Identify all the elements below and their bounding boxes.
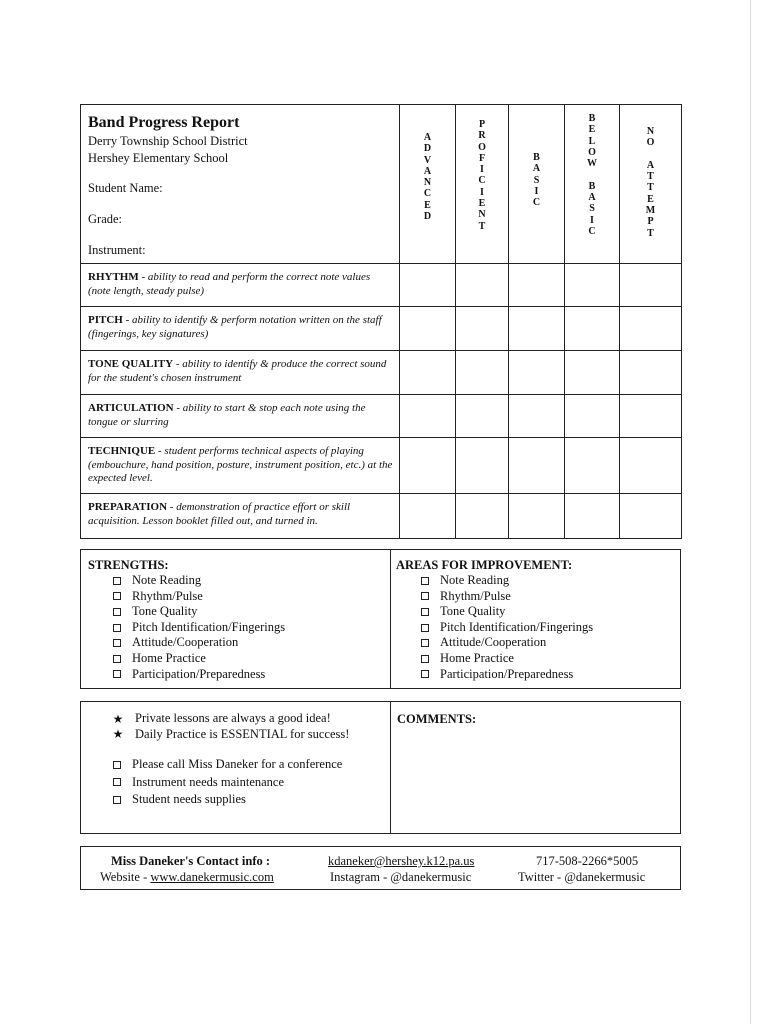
rating-cell[interactable] (620, 351, 682, 395)
twitter-handle: Twitter - @danekermusic (518, 870, 646, 884)
strengths-improvement-box (80, 549, 681, 689)
checkbox-icon[interactable] (113, 639, 121, 647)
checkbox-icon[interactable] (421, 577, 429, 585)
improvement-item[interactable] (396, 573, 593, 589)
checkbox-icon[interactable] (113, 796, 121, 804)
notes-section (88, 711, 349, 809)
rating-cell[interactable] (565, 307, 620, 351)
rating-cell[interactable] (456, 494, 509, 539)
rating-cell[interactable] (565, 264, 620, 307)
header-row (81, 105, 682, 264)
criteria-row (81, 395, 682, 438)
box-divider (390, 550, 391, 688)
improvement-section (396, 557, 593, 682)
criterion-articulation: ARTICULATION - ability to start & stop each note using the tongue or slurring (81, 395, 400, 438)
note-item (88, 727, 349, 743)
school-name: Hershey Elementary School (88, 151, 229, 165)
strength-item[interactable] (88, 651, 285, 667)
strength-item[interactable] (88, 635, 285, 651)
rating-cell[interactable] (620, 438, 682, 494)
checkbox-icon[interactable] (113, 670, 121, 678)
strength-label: Tone Quality (132, 604, 198, 619)
rating-cell[interactable] (509, 494, 565, 539)
rating-cell[interactable] (620, 395, 682, 438)
rating-cell[interactable] (400, 264, 456, 307)
strength-label: Attitude/Cooperation (132, 635, 239, 650)
rating-cell[interactable] (509, 264, 565, 307)
improvement-item[interactable] (396, 635, 593, 651)
checkbox-icon[interactable] (421, 592, 429, 600)
improvement-item[interactable] (396, 589, 593, 605)
instagram-handle: Instagram - @danekermusic (330, 870, 472, 884)
rating-cell[interactable] (565, 494, 620, 539)
rating-cell[interactable] (509, 307, 565, 351)
note-label: Daily Practice is ESSENTIAL for success! (135, 726, 350, 741)
improvement-item[interactable] (396, 667, 593, 683)
rating-cell[interactable] (620, 307, 682, 351)
strength-item[interactable] (88, 604, 285, 620)
checkbox-icon[interactable] (113, 577, 121, 585)
criterion-tone-quality: TONE QUALITY - ability to identify & produce the correct sound for the student's chosen instrument (81, 351, 400, 395)
strength-label: Home Practice (132, 650, 206, 665)
rating-cell[interactable] (565, 351, 620, 395)
criterion-pitch: PITCH - ability to identify & perform notation written on the staff (fingerings, key signatures) (81, 307, 400, 351)
rating-cell[interactable] (620, 494, 682, 539)
criterion-technique: TECHNIQUE - student performs technical aspects of playing (embouchure, hand position, posture, instrument position, etc.) at the expected level. (81, 438, 400, 494)
level-label: B A S I C (532, 152, 541, 209)
level-label: N O A T T E M P T (645, 126, 656, 239)
rating-cell[interactable] (509, 395, 565, 438)
improvement-label: Note Reading (440, 573, 510, 587)
improvement-label: Tone Quality (440, 604, 506, 619)
checkbox-icon[interactable] (421, 655, 429, 663)
email-link[interactable]: kdaneker@hershey.k12.pa.us (328, 854, 475, 868)
checkbox-icon[interactable] (113, 624, 121, 632)
checkbox-icon[interactable] (421, 608, 429, 616)
improvement-label: Rhythm/Pulse (440, 588, 511, 603)
rating-cell[interactable] (400, 494, 456, 539)
strength-label: Rhythm/Pulse (132, 588, 203, 603)
improvement-label: Home Practice (440, 650, 514, 665)
strengths-heading: STRENGTHS: (88, 558, 169, 572)
rating-cell[interactable] (565, 395, 620, 438)
rating-cell[interactable] (456, 307, 509, 351)
strength-label: Participation/Preparedness (132, 666, 266, 681)
level-header-advanced (400, 105, 456, 264)
checkbox-icon[interactable] (113, 655, 121, 663)
strength-label: Pitch Identification/Fingerings (132, 619, 286, 634)
contact-label: Miss Daneker's Contact info : (111, 854, 271, 868)
rating-cell[interactable] (400, 351, 456, 395)
rating-cell[interactable] (456, 438, 509, 494)
note-item (88, 711, 349, 727)
criteria-row (81, 438, 682, 494)
grade-field[interactable]: Grade: (88, 212, 123, 226)
comments-heading: COMMENTS: (397, 712, 477, 726)
level-header-basic (509, 105, 565, 264)
strength-item[interactable] (88, 667, 285, 683)
level-header-proficient (456, 105, 509, 264)
level-label: P R O F I C I E N T (478, 119, 486, 232)
checkbox-icon[interactable] (113, 608, 121, 616)
improvement-label: Attitude/Cooperation (440, 635, 547, 650)
strength-item[interactable] (88, 573, 285, 589)
improvement-item[interactable] (396, 604, 593, 620)
request-item[interactable] (88, 756, 349, 774)
level-label: B E L O W B A S I C (587, 113, 597, 237)
star-icon: ★ (112, 711, 124, 726)
report-header (81, 105, 400, 264)
rating-cell[interactable] (620, 264, 682, 307)
criteria-row (81, 307, 682, 351)
strength-item[interactable] (88, 589, 285, 605)
checkbox-icon[interactable] (113, 778, 121, 786)
request-label: Student needs supplies (132, 792, 246, 807)
improvement-item[interactable] (396, 651, 593, 667)
box-divider (390, 702, 391, 833)
request-item[interactable] (88, 791, 349, 809)
note-label: Private lessons are always a good idea! (135, 711, 331, 725)
website-link[interactable]: www.danekermusic.com (150, 870, 274, 884)
strength-item[interactable] (88, 620, 285, 636)
rating-cell[interactable] (509, 351, 565, 395)
improvement-heading: AREAS FOR IMPROVEMENT: (396, 558, 573, 572)
criterion-preparation: PREPARATION - demonstration of practice effort or skill acquisition. Lesson booklet filled out, and turned in. (81, 494, 400, 539)
request-label: Instrument needs maintenance (132, 774, 285, 789)
criteria-row (81, 264, 682, 307)
level-label: A D V A N C E D (423, 132, 432, 223)
notes-comments-box (80, 701, 681, 834)
level-header-below-basic (565, 105, 620, 264)
phone-number: 717-508-2266*5005 (536, 854, 639, 868)
request-item[interactable] (88, 774, 349, 792)
rating-cell[interactable] (400, 307, 456, 351)
improvement-label: Pitch Identification/Fingerings (440, 619, 594, 634)
rating-cell[interactable] (456, 351, 509, 395)
criterion-rhythm: RHYTHM - ability to read and perform the correct note values (note length, steady pulse) (81, 264, 400, 307)
level-header-no-attempt (620, 105, 682, 264)
rating-cell[interactable] (400, 395, 456, 438)
criteria-row (81, 351, 682, 395)
improvement-label: Participation/Preparedness (440, 666, 574, 681)
contact-box (80, 846, 681, 890)
strength-label: Note Reading (132, 573, 202, 587)
rating-cell[interactable] (400, 438, 456, 494)
report-title: Band Progress Report (88, 114, 240, 131)
strengths-section (88, 557, 285, 682)
criteria-row (81, 494, 682, 539)
rating-cell[interactable] (456, 395, 509, 438)
website-line (100, 869, 274, 885)
checkbox-icon[interactable] (421, 624, 429, 632)
instrument-field[interactable]: Instrument: (88, 243, 146, 257)
checkbox-icon[interactable] (113, 761, 121, 769)
rating-cell[interactable] (565, 438, 620, 494)
improvement-item[interactable] (396, 620, 593, 636)
rating-cell[interactable] (456, 264, 509, 307)
checkbox-icon[interactable] (421, 639, 429, 647)
checkbox-icon[interactable] (421, 670, 429, 678)
comments-section (397, 711, 476, 727)
request-label: Please call Miss Daneker for a conference (132, 757, 343, 772)
student-name-field[interactable]: Student Name: (88, 181, 163, 195)
page-edge-line (750, 0, 751, 1024)
progress-table (80, 104, 682, 539)
star-icon: ★ (112, 727, 124, 742)
district-name: Derry Township School District (88, 134, 248, 148)
website-label: Website - (100, 870, 151, 884)
rating-cell[interactable] (509, 438, 565, 494)
checkbox-icon[interactable] (113, 592, 121, 600)
